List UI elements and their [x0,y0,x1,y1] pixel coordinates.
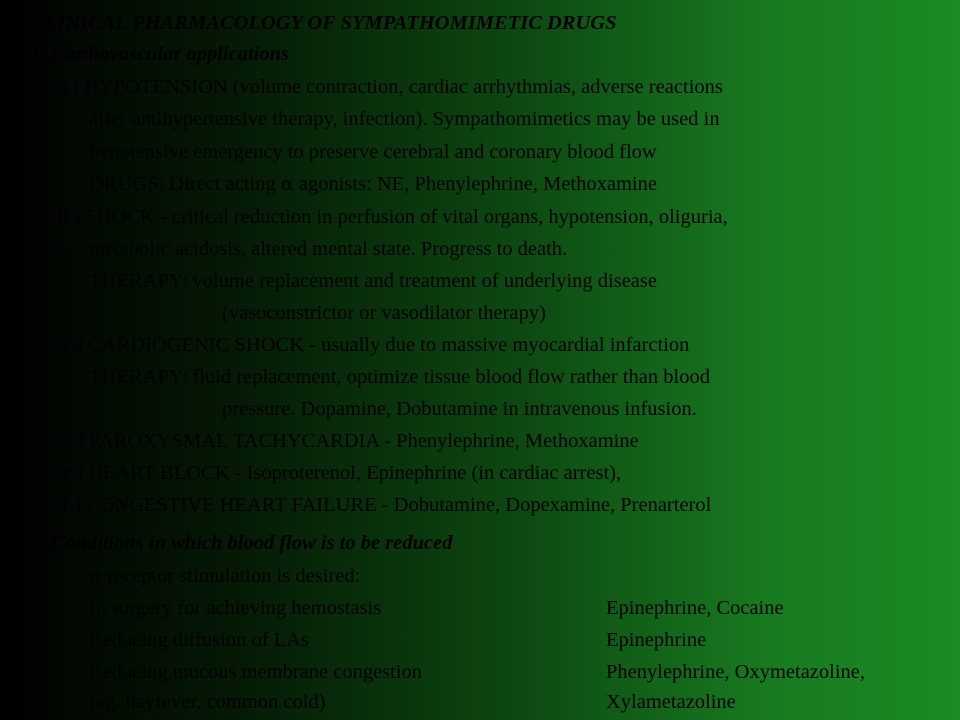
cardiogenic-shock-line: c.) CARDIOGENIC SHOCK - usually due to massive myocardial infarction [62,334,690,356]
condition-row-right: Phenylephrine, Oxymetazoline, [606,661,866,683]
hypotension-line-3: hypotensive emergency to preserve cerebral and coronary blood flow [89,141,657,163]
alpha-symbol: α [89,565,102,587]
hypotension-drugs-suffix: agonists: NE, Phenylephrine, Methoxamine [298,173,657,195]
alpha-receptor-line [89,563,360,589]
slide-title: CLINICAL PHARMACOLOGY OF SYMPATHOMIMETIC DRUGS [31,12,617,34]
hypotension-line-2: after antihypertensive therapy, infection). Sympathomimetics may be used in [89,108,720,130]
condition-row-right: Epinephrine, Cocaine [606,597,784,619]
tachycardia-line: d.) PAROXYSMAL TACHYCARDIA - Phenylephrine, Methoxamine [62,430,639,452]
heart-block-line: e.) HEART BLOCK - Isoproterenol, Epinephrine (in cardiac arrest), [62,462,622,484]
alpha-receptor-text: receptor stimulation is desired: [106,565,361,587]
condition-row-left: Reducing mucous membrane congestion [89,661,423,683]
shock-line-2: metabolic acidosis, altered mental state. Progress to death. [89,238,568,260]
condition-row-left: In surgery for achieving hemostasis [89,597,382,619]
condition-row-right: Xylametazoline [606,691,736,713]
hypotension-drugs-line [89,171,657,197]
condition-row-left: (eg. hayfever, common cold) [89,691,326,713]
condition-row-left: Reducing diffusion of LAs [89,629,309,651]
shock-therapy-detail: (vasoconstrictor or vasodilator therapy) [222,302,546,324]
condition-row-right: Epinephrine [606,629,707,651]
hypotension-line-1: a.) HYPOTENSION (volume contraction, cardiac arrhythmias, adverse reactions [58,76,723,98]
cardiogenic-therapy-detail: pressure. Dopamine, Dobutamine in intravenous infusion. [222,398,697,420]
section-2-heading: 2. Conditions in which blood flow is to be reduced [31,532,453,554]
alpha-symbol: α [280,173,294,195]
shock-line-1: b.) SHOCK - critical reduction in perfusion of vital organs, hypotension, oliguria, [58,206,728,228]
shock-therapy-line: THERAPY: volume replacement and treatment of underlying disease [89,270,657,292]
cardiogenic-therapy-line: THERAPY: fluid replacement, optimize tissue blood flow rather than blood [89,366,710,388]
heart-failure-line: f.) CONGESTIVE HEART FAILURE - Dobutamine, Dopexamine, Prenarterol [62,494,712,516]
section-1-heading: 1. Cardiovascular applications [31,43,289,65]
hypotension-drugs-prefix: DRUGS: Direct acting [89,173,276,195]
